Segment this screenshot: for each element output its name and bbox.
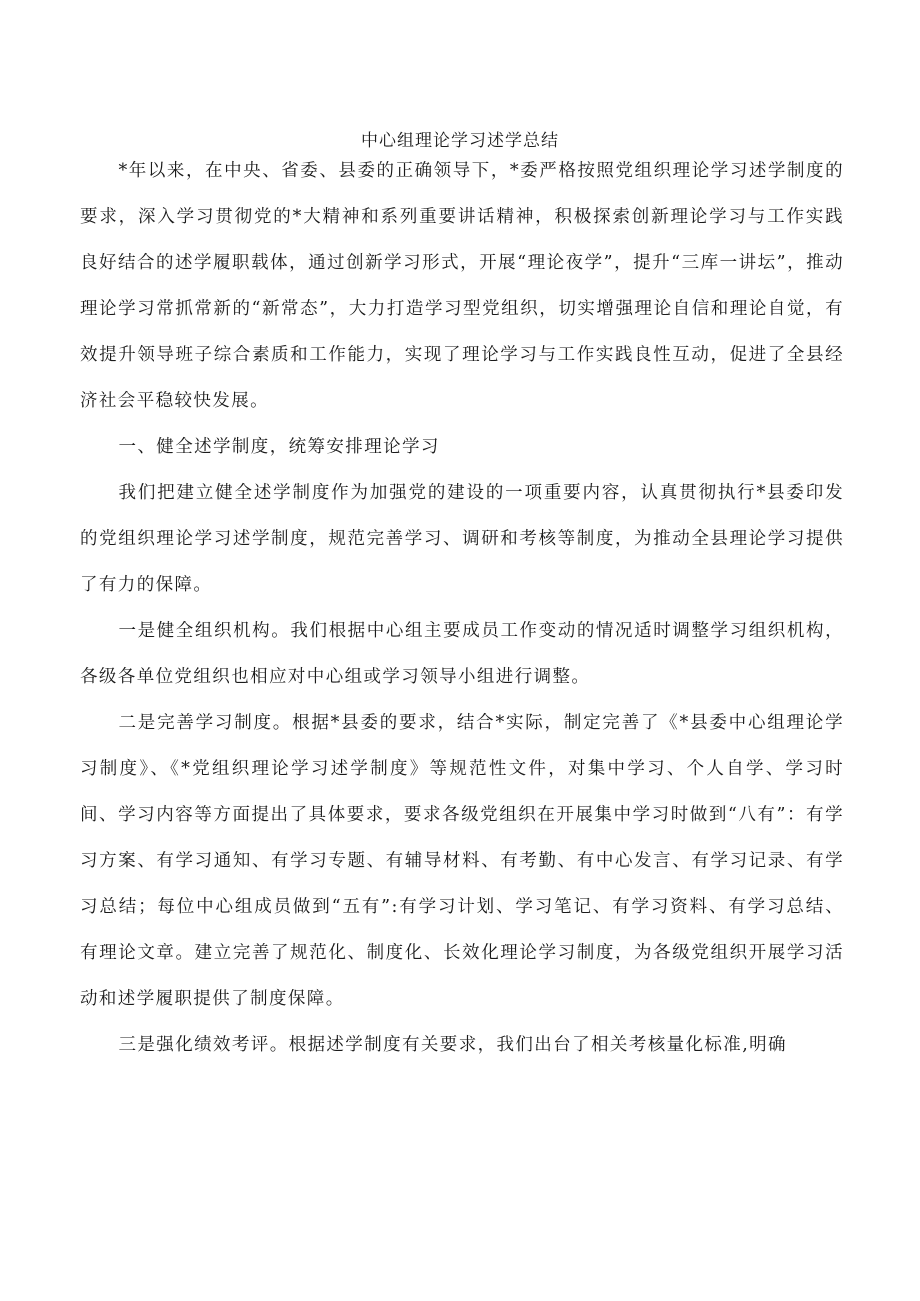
paragraph-point-3: 三是强化绩效考评。根据述学制度有关要求，我们出台了相关考核量化标准,明确 (118, 1035, 787, 1055)
paragraph-point-2: 二是完善学习制度。根据*县委的要求，结合*实际，制定完善了《*县委中心组理论学习制度》、《*党组织理论学习述学制度》等规范性文件，对集中学习、个人自学、学习时间、学习内容等方面提出了具体要求，要求各级党组织在开展集中学习时做到“八有”：有学习方案、有学习通知、有学习专题、有辅导材料、有考勤、有中心发言、有学习记录、有学习总结；每位中心组成员做到“五有”:有学习计划、学习笔记、有学习资料、有学习总结、有理论文章。建立完善了规范化、制度化、长效化理论学习制度，为各级党组织开展学习活动和述学履职提供了制度保障。 (80, 713, 844, 1009)
document-title: 中心组理论学习述学总结 (361, 131, 559, 151)
paragraph-point-1: 一是健全组织机构。我们根据中心组主要成员工作变动的情况适时调整学习组织机构，各级各单位党组织也相应对中心组或学习领导小组进行调整。 (80, 621, 844, 687)
paragraph-intro: *年以来，在中央、省委、县委的正确领导下，*委严格按照党组织理论学习述学制度的要求，深入学习贯彻党的*大精神和系列重要讲话精神，积极探索创新理论学习与工作实践良好结合的述学履职载体，通过创新学习形式，开展“理论夜学”，提升“三库一讲坛”，推动理论学习常抓常新的“新常态”，大力打造学习型党组织，切实增强理论自信和理论自觉，有效提升领导班子综合素质和工作能力，实现了理论学习与工作实践良性互动，促进了全县经济社会平稳较快发展。 (80, 161, 844, 411)
section-heading-1: 一、健全述学制度，统筹安排理论学习 (118, 437, 440, 457)
paragraph-section-1-intro: 我们把建立健全述学制度作为加强党的建设的一项重要内容，认真贯彻执行*县委印发的党组织理论学习述学制度，规范完善学习、调研和考核等制度，为推动全县理论学习提供了有力的保障。 (80, 483, 844, 595)
document-body (80, 148, 844, 1068)
